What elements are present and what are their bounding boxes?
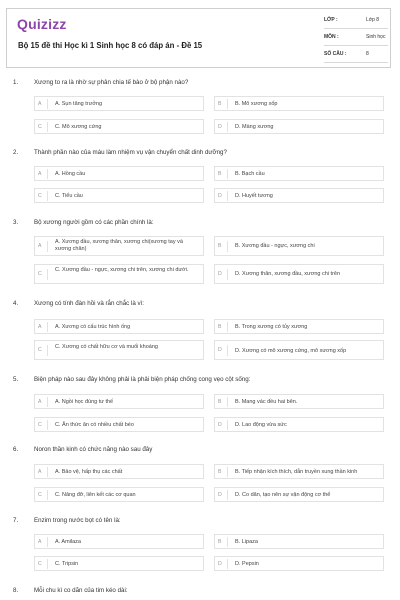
- meta-row-subject: [324, 31, 388, 46]
- option-letter: C: [38, 191, 48, 201]
- question-number: 5.: [13, 376, 19, 383]
- option-letter: C: [38, 490, 48, 500]
- option-d[interactable]: [214, 264, 384, 284]
- option-letter: B: [218, 322, 228, 332]
- option-d[interactable]: [214, 417, 384, 432]
- quizizz-logo: Quizizz: [17, 16, 67, 32]
- option-text: A. Xương có cấu trúc hình ống: [55, 323, 131, 330]
- meta-label: MÔN :: [324, 34, 339, 40]
- option-b[interactable]: [214, 166, 384, 181]
- option-c[interactable]: [34, 417, 204, 432]
- option-a[interactable]: [34, 534, 204, 549]
- meta-value: Lớp 8: [366, 17, 380, 23]
- option-text: C. Mô xương cứng: [55, 123, 102, 130]
- option-letter: A: [38, 467, 48, 477]
- document-header: [6, 8, 391, 68]
- option-text: D. Màng xương: [235, 123, 274, 130]
- option-a[interactable]: [34, 166, 204, 181]
- option-letter: D: [218, 490, 228, 500]
- meta-row-count: [324, 48, 388, 63]
- question-number: 1.: [13, 79, 19, 86]
- question-number: 4.: [13, 300, 19, 307]
- option-letter: C: [38, 559, 48, 569]
- option-letter: D: [218, 122, 228, 132]
- option-text: D. Co dãn, tạo nên sự vận động cơ thể: [235, 491, 331, 498]
- question-number: 8.: [13, 587, 19, 594]
- option-text: B. Trong xương có tủy xương: [235, 323, 308, 330]
- option-b[interactable]: [214, 236, 384, 256]
- option-letter: D: [218, 559, 228, 569]
- option-letter: A: [38, 397, 48, 407]
- question-text: Thành phần nào của máu làm nhiệm vụ vận chuyển chất dinh dưỡng?: [34, 149, 227, 156]
- meta-value: Sinh học: [366, 34, 386, 40]
- option-text: A. Xương đầu, xương thân, xương chi(xương tay và xương chân): [55, 239, 183, 252]
- question-number: 3.: [13, 219, 19, 226]
- option-d[interactable]: [214, 487, 384, 502]
- option-text: D. Xương có mô xương cứng, mô xương xốp: [235, 348, 347, 354]
- option-letter: A: [38, 169, 48, 179]
- option-b[interactable]: [214, 394, 384, 409]
- option-text: A. Ngồi học đúng tư thế: [55, 398, 114, 405]
- option-a[interactable]: [34, 464, 204, 479]
- meta-row-class: [324, 14, 388, 29]
- option-letter: B: [218, 467, 228, 477]
- option-b[interactable]: [214, 464, 384, 479]
- option-letter: C: [38, 122, 48, 132]
- option-letter: A: [38, 537, 48, 547]
- option-c[interactable]: [34, 487, 204, 502]
- option-text: D. Pepsin: [235, 560, 259, 567]
- option-text: B. Mô xương xốp: [235, 100, 278, 107]
- option-letter: A: [38, 322, 48, 332]
- option-text: B. Xương đầu - ngực, xương chi: [235, 243, 315, 249]
- option-letter: A: [38, 99, 48, 109]
- option-a[interactable]: [34, 96, 204, 111]
- question-text: Biện pháp nào sau đây không phải là phải biện pháp chống cong vẹo cột sống:: [34, 376, 251, 383]
- option-c[interactable]: [34, 264, 204, 284]
- option-letter: B: [218, 169, 228, 179]
- option-text: A. Sụn tăng trưởng: [55, 100, 103, 107]
- question-number: 6.: [13, 446, 19, 453]
- option-d[interactable]: [214, 188, 384, 203]
- option-text: B. Mang vác đều hai bên.: [235, 398, 298, 405]
- option-text: B. Bạch cầu: [235, 170, 265, 177]
- option-letter: B: [218, 241, 228, 252]
- question-text: Mỗi chu kì co dãn của tim kéo dài:: [34, 587, 128, 594]
- option-text: C. Xương có chất hữu cơ và muối khoáng: [55, 344, 158, 350]
- option-letter: D: [218, 345, 228, 356]
- option-letter: B: [218, 397, 228, 407]
- option-text: D. Xương thân, xương đầu, xương chi trên: [235, 271, 341, 277]
- option-d[interactable]: [214, 119, 384, 134]
- option-a[interactable]: [34, 236, 204, 256]
- option-c[interactable]: [34, 188, 204, 203]
- option-letter: B: [218, 537, 228, 547]
- option-b[interactable]: [214, 319, 384, 334]
- option-text: C. Tiểu cầu: [55, 192, 83, 199]
- option-text: C. Xương đầu - ngực, xương chi trên, xương chi dưới.: [55, 267, 189, 273]
- option-text: C. Tripsin: [55, 560, 79, 567]
- document-title: Bộ 15 đề thi Học kì 1 Sinh học 8 có đáp án - Đề 15: [18, 41, 203, 50]
- question-text: Xương có tính đàn hồi và rắn chắc là vì:: [34, 300, 145, 307]
- option-text: A. Bảo vệ, hấp thụ các chất: [55, 468, 123, 475]
- question-text: Xương to ra là nhờ sự phân chia tế bào ở bộ phận nào?: [34, 79, 189, 86]
- meta-info: [324, 14, 388, 65]
- question-text: Bộ xương người gồm có các phần chính là:: [34, 219, 154, 226]
- question-text: Noron thần kinh có chức năng nào sau đây: [34, 446, 153, 453]
- option-letter: C: [38, 345, 48, 356]
- option-text: D. Lao động vừa sức: [235, 421, 287, 428]
- option-text: A. Hồng cầu: [55, 170, 86, 177]
- meta-value: 8: [366, 51, 369, 57]
- option-d[interactable]: [214, 340, 384, 360]
- option-c[interactable]: [34, 119, 204, 134]
- option-b[interactable]: [214, 96, 384, 111]
- option-text: A. Amilaza: [55, 538, 81, 545]
- option-c[interactable]: [34, 556, 204, 571]
- option-text: C. Ăn thức ăn có nhiều chất béo: [55, 421, 134, 428]
- option-letter: B: [218, 99, 228, 109]
- meta-label: SỐ CÂU :: [324, 51, 347, 57]
- option-b[interactable]: [214, 534, 384, 549]
- option-text: C. Nâng đỡ, liên kết các cơ quan: [55, 491, 136, 498]
- option-letter: D: [218, 420, 228, 430]
- option-text: B. Tiếp nhận kích thích, dẫn truyền xung thần kinh: [235, 468, 358, 475]
- question-number: 7.: [13, 517, 19, 524]
- option-letter: D: [218, 269, 228, 280]
- option-letter: C: [38, 420, 48, 430]
- question-text: Enzim trong nước bọt có tên là:: [34, 517, 121, 524]
- question-number: 2.: [13, 149, 19, 156]
- option-a[interactable]: [34, 319, 204, 334]
- option-letter: C: [38, 269, 48, 280]
- option-text: D. Huyết tương: [235, 192, 273, 199]
- option-letter: D: [218, 191, 228, 201]
- option-d[interactable]: [214, 556, 384, 571]
- option-letter: A: [38, 241, 48, 252]
- meta-label: LỚP :: [324, 17, 338, 23]
- option-c[interactable]: [34, 340, 204, 360]
- option-a[interactable]: [34, 394, 204, 409]
- option-text: B. Lipaza: [235, 538, 258, 545]
